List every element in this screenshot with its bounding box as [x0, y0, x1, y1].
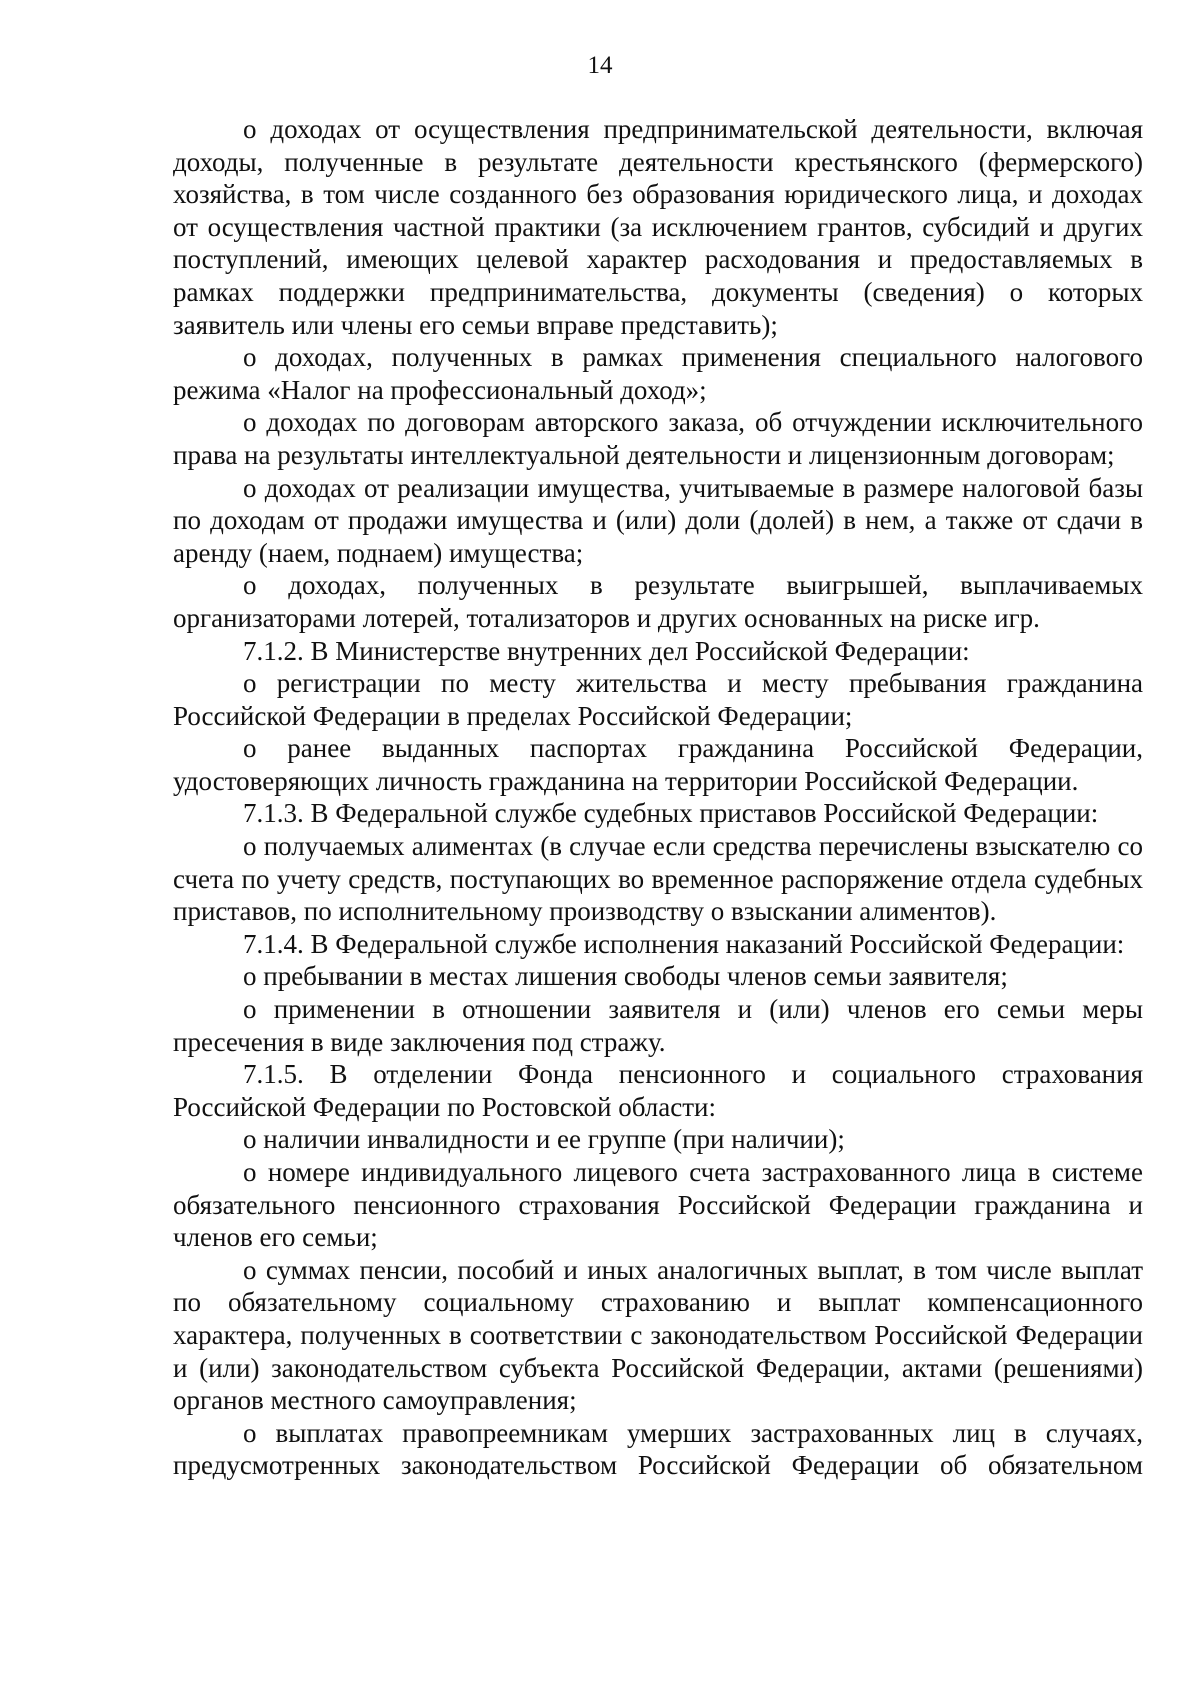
paragraph-property-sale: о доходах от реализации имущества, учитываемые в размере налоговой базы по доходам от продажи имущества и (или) доли (долей) в нем, а также от сдачи в аренду (наем, поднаем) имущества; [173, 472, 1143, 568]
paragraph-entrepreneur-income: о доходах от осуществления предпринимательской деятельности, включая доходы, полученные в результате деятельности крестьянского (фермерского) хозяйства, в том числе созданного без образования юридического лица, и доходах от осуществления частной практики (за исключением грантов, субсидий и других поступлений, имеющих целевой характер расходования и предоставляемых в рамках поддержки предпринимательства, документы (сведения) о которых заявитель или члены его семьи вправе представить); [173, 114, 1143, 340]
paragraph-insurance-account: о номере индивидуального лицевого счета застрахованного лица в системе обязательного пенсионного страхования Российской Федерации гражданина и членов его семьи; [173, 1157, 1143, 1253]
section-heading-7-1-2: 7.1.2. В Министерстве внутренних дел Российской Федерации: [243, 635, 970, 666]
section-heading-7-1-5: 7.1.5. В отделении Фонда пенсионного и социального страхования Российской Федерации по Ростовской области: [173, 1059, 1143, 1122]
section-heading-7-1-3: 7.1.3. В Федеральной службе судебных приставов Российской Федерации: [243, 798, 1099, 829]
paragraph-disability: о наличии инвалидности и ее группе (при наличии); [243, 1124, 845, 1155]
paragraph-professional-income-tax: о доходах, полученных в рамках применения специального налогового режима «Налог на профессиональный доход»; [173, 342, 1143, 405]
paragraph-pension-benefits: о суммах пенсии, пособий и иных аналогичных выплат, в том числе выплат по обязательному социальному страхованию и выплат компенсационного характера, полученных в соответствии с законодательством Российской Федерации и (или) законодательством субъекта Российской Федерации, актами (решениями) органов местного самоуправления; [173, 1254, 1143, 1416]
page-number: 14 [587, 52, 613, 79]
paragraph-imprisonment: о пребывании в местах лишения свободы членов семьи заявителя; [243, 961, 1008, 992]
paragraph-successor-payments: о выплатах правопреемникам умерших застрахованных лиц в случаях, предусмотренных законодательством Российской Федерации об обязательном [173, 1417, 1143, 1481]
paragraph-detention: о применении в отношении заявителя и (или) членов его семьи меры пресечения в виде заключения под стражу. [173, 994, 1143, 1057]
paragraph-lottery-winnings: о доходах, полученных в результате выигрышей, выплачиваемых организаторами лотерей, тотализаторов и других основанных на риске игр. [173, 570, 1143, 633]
section-heading-7-1-4: 7.1.4. В Федеральной службе исполнения наказаний Российской Федерации: [243, 928, 1125, 959]
paragraph-registration: о регистрации по месту жительства и месту пребывания гражданина Российской Федерации в пределах Российской Федерации; [173, 668, 1143, 731]
paragraph-alimony: о получаемых алиментах (в случае если средства перечислены взыскателю со счета по учету средств, поступающих во временное распоряжение отдела судебных приставов, по исполнительному производству о взыскании алиментов). [173, 831, 1143, 927]
document-body [173, 113, 1143, 1482]
paragraph-author-contracts: о доходах по договорам авторского заказа, об отчуждении исключительного права на результаты интеллектуальной деятельности и лицензионным договорам; [173, 407, 1143, 470]
paragraph-passports: о ранее выданных паспортах гражданина Российской Федерации, удостоверяющих личность гражданина на территории Российской Федерации. [173, 733, 1143, 796]
